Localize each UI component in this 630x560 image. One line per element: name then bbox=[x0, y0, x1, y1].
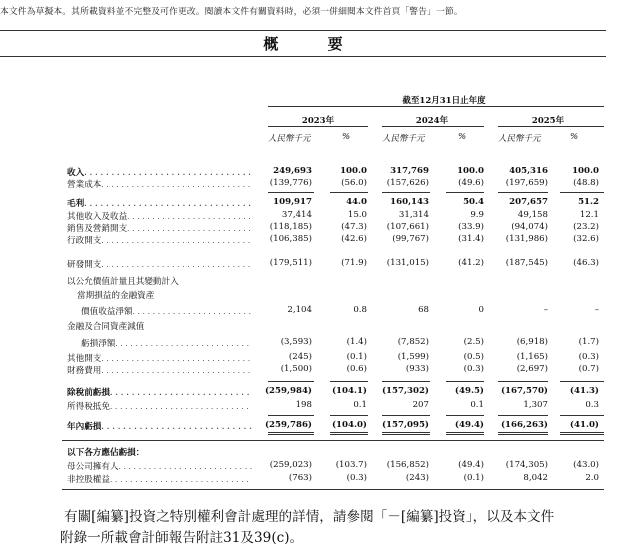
table-rule bbox=[330, 381, 368, 382]
cell-value: (139,776) bbox=[269, 178, 312, 188]
cell-value: 12.1 bbox=[579, 210, 599, 220]
row-label bbox=[67, 386, 252, 398]
cell-value: 0.1 bbox=[353, 400, 367, 410]
footer-line-1: 有關[編纂]投資之特別權利會計處理的詳情，請參閱「－[編纂]投資」，以及本文件 bbox=[64, 509, 555, 525]
table-rule bbox=[446, 432, 484, 435]
row-label bbox=[67, 234, 252, 246]
cell-value: (41.0) bbox=[569, 420, 599, 430]
table-row bbox=[0, 352, 630, 363]
cell-value: 160,143 bbox=[390, 197, 429, 207]
table-rule bbox=[446, 192, 484, 193]
table-rule bbox=[268, 415, 314, 416]
cell-value: 0.8 bbox=[353, 305, 367, 315]
cell-value: 109,917 bbox=[273, 197, 312, 207]
row-label bbox=[67, 258, 252, 270]
row-label-line bbox=[81, 305, 252, 317]
table-row bbox=[0, 460, 630, 471]
row-label-text: 營業成本 bbox=[67, 180, 102, 190]
cell-value: (179,511) bbox=[269, 258, 312, 268]
cell-value: (3,593) bbox=[280, 337, 312, 347]
cell-value: (0.3) bbox=[463, 364, 484, 374]
year-2024-header: 2024年 bbox=[415, 116, 449, 126]
cell-value: (49.4) bbox=[458, 460, 484, 470]
table-rule bbox=[268, 192, 314, 193]
cell-value: – bbox=[594, 305, 599, 315]
row-label bbox=[67, 473, 252, 485]
cell-value: (131,015) bbox=[386, 258, 429, 268]
section-heading bbox=[0, 446, 630, 457]
row-label-line bbox=[81, 337, 252, 349]
row-label bbox=[67, 222, 252, 234]
table-row bbox=[0, 364, 630, 375]
cell-value: (1.7) bbox=[578, 337, 599, 347]
cell-value: (99,767) bbox=[392, 234, 429, 244]
cell-value: (56.0) bbox=[341, 178, 367, 188]
cell-value: (94,074) bbox=[511, 222, 548, 232]
cell-value: (259,984) bbox=[264, 386, 312, 396]
row-label bbox=[67, 210, 252, 222]
cell-value: (103.7) bbox=[335, 460, 367, 470]
table-rule bbox=[268, 381, 314, 382]
cell-value: 207 bbox=[412, 400, 429, 410]
cell-value: (106,385) bbox=[269, 234, 312, 244]
row-label bbox=[67, 364, 252, 376]
table-rule bbox=[382, 192, 430, 193]
cell-value: (259,786) bbox=[264, 420, 312, 430]
row-label-text: 其他收入及收益 bbox=[67, 212, 128, 222]
year-2023-header: 2023年 bbox=[301, 116, 335, 126]
cell-value: (187,545) bbox=[505, 258, 548, 268]
cell-value: (0.6) bbox=[346, 364, 367, 374]
cell-value: (46.3) bbox=[573, 258, 599, 268]
cell-value: (31.4) bbox=[458, 234, 484, 244]
row-label bbox=[67, 420, 252, 432]
cell-value: (107,661) bbox=[386, 222, 429, 232]
table-rule bbox=[268, 432, 314, 435]
period-header: 截至12月31日止年度 bbox=[402, 96, 486, 106]
row-label-text: 財務費用 bbox=[67, 366, 102, 376]
table-row bbox=[0, 197, 630, 208]
draft-notice: 本文件為草擬本。其所載資料並不完整及可作更改。閱讀本文件有關資料時，必須一併細閱本文件首頁「警告」一節。 bbox=[0, 7, 463, 17]
cell-value: 198 bbox=[295, 400, 312, 410]
row-label bbox=[67, 197, 252, 209]
cell-value: 317,769 bbox=[390, 166, 429, 176]
table-rule bbox=[560, 381, 604, 382]
table-rule bbox=[560, 192, 604, 193]
table-rule bbox=[382, 432, 430, 435]
cell-value: (1.4) bbox=[346, 337, 367, 347]
cell-value: (42.6) bbox=[341, 234, 367, 244]
row-label-text: 行政開支 bbox=[67, 236, 102, 246]
cell-value: (156,852) bbox=[386, 460, 429, 470]
cell-value: (763) bbox=[288, 473, 312, 483]
table-rule bbox=[498, 432, 548, 435]
row-label bbox=[67, 178, 252, 190]
cell-value: (197,659) bbox=[505, 178, 548, 188]
cell-value: (167,570) bbox=[500, 386, 548, 396]
row-label-text: 金融及合同資產減值 bbox=[67, 322, 145, 332]
cell-value: (71.9) bbox=[341, 258, 367, 268]
table-rule bbox=[498, 415, 548, 416]
cell-value: (0.5) bbox=[463, 352, 484, 362]
row-label-text: 價值收益淨額 bbox=[81, 307, 133, 317]
unit-2023-amount: 人民幣千元 bbox=[268, 134, 311, 144]
cell-value: 0.3 bbox=[585, 400, 599, 410]
unit-2024-percent: % bbox=[458, 132, 467, 142]
cell-value: (174,305) bbox=[505, 460, 548, 470]
table-row bbox=[0, 234, 630, 245]
cell-value: (104.0) bbox=[331, 420, 367, 430]
row-label-text: 除稅前虧損 bbox=[67, 388, 110, 398]
table-rule bbox=[330, 192, 368, 193]
row-label-text: 以下各方應佔虧損： bbox=[67, 448, 145, 458]
table-row bbox=[0, 210, 630, 221]
table-row bbox=[0, 400, 630, 411]
table-row bbox=[0, 166, 630, 177]
cell-value: 405,316 bbox=[509, 166, 548, 176]
cell-value: 31,314 bbox=[398, 210, 429, 220]
cell-value: 15.0 bbox=[347, 210, 367, 220]
row-label-text: 當期損益的金融資產 bbox=[77, 291, 155, 301]
row-label bbox=[67, 400, 252, 412]
cell-value: 2.0 bbox=[585, 473, 599, 483]
table-rule bbox=[498, 381, 548, 382]
table-rule bbox=[498, 192, 548, 193]
cell-value: (43.0) bbox=[573, 460, 599, 470]
cell-value: (104.1) bbox=[331, 386, 367, 396]
unit-2025-amount: 人民幣千元 bbox=[498, 134, 541, 144]
cell-value: (0.3) bbox=[346, 473, 367, 483]
table-rule bbox=[330, 415, 368, 416]
cell-value: 50.4 bbox=[463, 197, 484, 207]
footer-note bbox=[60, 507, 604, 549]
cell-value: (1,599) bbox=[397, 352, 429, 362]
cell-value: (0.7) bbox=[578, 364, 599, 374]
cell-value: 100.0 bbox=[457, 166, 484, 176]
table-row bbox=[0, 386, 630, 397]
cell-value: (259,023) bbox=[269, 460, 312, 470]
cell-value: (41.2) bbox=[458, 258, 484, 268]
cell-value: (47.3) bbox=[341, 222, 367, 232]
cell-value: 8,042 bbox=[523, 473, 548, 483]
cell-value: (157,626) bbox=[386, 178, 429, 188]
table-row bbox=[0, 473, 630, 484]
cell-value: 2,104 bbox=[287, 305, 312, 315]
section-rule bbox=[62, 440, 604, 441]
row-label-text: 收入 bbox=[67, 168, 85, 178]
cell-value: 100.0 bbox=[340, 166, 367, 176]
table-rule bbox=[382, 415, 430, 416]
cell-value: (32.6) bbox=[573, 234, 599, 244]
cell-value: (49.4) bbox=[454, 420, 484, 430]
cell-value: (41.3) bbox=[569, 386, 599, 396]
page-title: 概 要 bbox=[263, 35, 365, 53]
row-label-text: 所得稅抵免 bbox=[67, 402, 110, 412]
row-label-text: 非控股權益 bbox=[67, 475, 110, 485]
cell-value: 1,307 bbox=[523, 400, 548, 410]
table-row bbox=[0, 258, 630, 269]
cell-value: (1,165) bbox=[516, 352, 548, 362]
year-2025-header: 2025年 bbox=[531, 116, 565, 126]
cell-value: 9.9 bbox=[470, 210, 484, 220]
cell-value: – bbox=[543, 305, 548, 315]
cell-value: (157,095) bbox=[381, 420, 429, 430]
cell-value: 100.0 bbox=[572, 166, 599, 176]
table-rule bbox=[446, 381, 484, 382]
cell-value: (933) bbox=[405, 364, 429, 374]
footer-line-2: 附錄一所載會計師報告附註31及39(c)。 bbox=[60, 530, 304, 546]
table-bottom-rule bbox=[62, 489, 604, 490]
unit-2024-amount: 人民幣千元 bbox=[382, 134, 425, 144]
row-label-text: 銷售及營銷開支 bbox=[67, 224, 128, 234]
table-rule bbox=[382, 381, 430, 382]
table-rule bbox=[560, 415, 604, 416]
row-label bbox=[67, 352, 252, 364]
row-label bbox=[67, 166, 252, 178]
cell-value: (2.5) bbox=[463, 337, 484, 347]
cell-value: 51.2 bbox=[578, 197, 599, 207]
cell-value: 207,657 bbox=[509, 197, 548, 207]
cell-value: (23.2) bbox=[573, 222, 599, 232]
cell-value: (131,986) bbox=[505, 234, 548, 244]
unit-2023-percent: % bbox=[342, 132, 351, 142]
table-row bbox=[0, 222, 630, 233]
cell-value: (118,185) bbox=[269, 222, 312, 232]
cell-value: (1,500) bbox=[280, 364, 312, 374]
cell-value: (166,263) bbox=[500, 420, 548, 430]
row-label-line bbox=[67, 275, 179, 287]
cell-value: 44.0 bbox=[346, 197, 367, 207]
row-label-line bbox=[77, 289, 154, 301]
cell-value: 249,693 bbox=[273, 166, 312, 176]
cell-value: (0.1) bbox=[463, 473, 484, 483]
cell-value: (6,918) bbox=[516, 337, 548, 347]
row-label bbox=[67, 460, 252, 472]
unit-2025-percent: % bbox=[570, 132, 579, 142]
row-label-text: 其他開支 bbox=[67, 354, 102, 364]
cell-value: (157,302) bbox=[381, 386, 429, 396]
cell-value: (243) bbox=[405, 473, 429, 483]
cell-value: (49.5) bbox=[454, 386, 484, 396]
table-rule bbox=[560, 432, 604, 435]
row-label-text: 研發開支 bbox=[67, 260, 102, 270]
row-label-line bbox=[67, 320, 144, 332]
row-label-text: 年內虧損 bbox=[67, 422, 102, 432]
row-label-text: 以公允價值計量且其變動計入 bbox=[67, 277, 179, 287]
cell-value: (0.3) bbox=[578, 352, 599, 362]
cell-value: 68 bbox=[418, 305, 429, 315]
cell-value: (49.6) bbox=[458, 178, 484, 188]
table-row bbox=[0, 420, 630, 431]
row-label-text: 母公司擁有人 bbox=[67, 462, 119, 472]
table-rule bbox=[330, 432, 368, 435]
cell-value: 0 bbox=[478, 305, 484, 315]
cell-value: 37,414 bbox=[281, 210, 312, 220]
row-label-text: 毛利 bbox=[67, 199, 85, 209]
cell-value: 0.1 bbox=[470, 400, 484, 410]
row-label-text: 虧損淨額 bbox=[81, 339, 116, 349]
cell-value: (48.8) bbox=[573, 178, 599, 188]
cell-value: (33.9) bbox=[458, 222, 484, 232]
cell-value: 49,158 bbox=[517, 210, 548, 220]
cell-value: (2,697) bbox=[516, 364, 548, 374]
table-rule bbox=[446, 415, 484, 416]
cell-value: (0.1) bbox=[346, 352, 367, 362]
table-row bbox=[0, 178, 630, 189]
cell-value: (245) bbox=[288, 352, 312, 362]
cell-value: (7,852) bbox=[397, 337, 429, 347]
row-label bbox=[67, 446, 144, 458]
